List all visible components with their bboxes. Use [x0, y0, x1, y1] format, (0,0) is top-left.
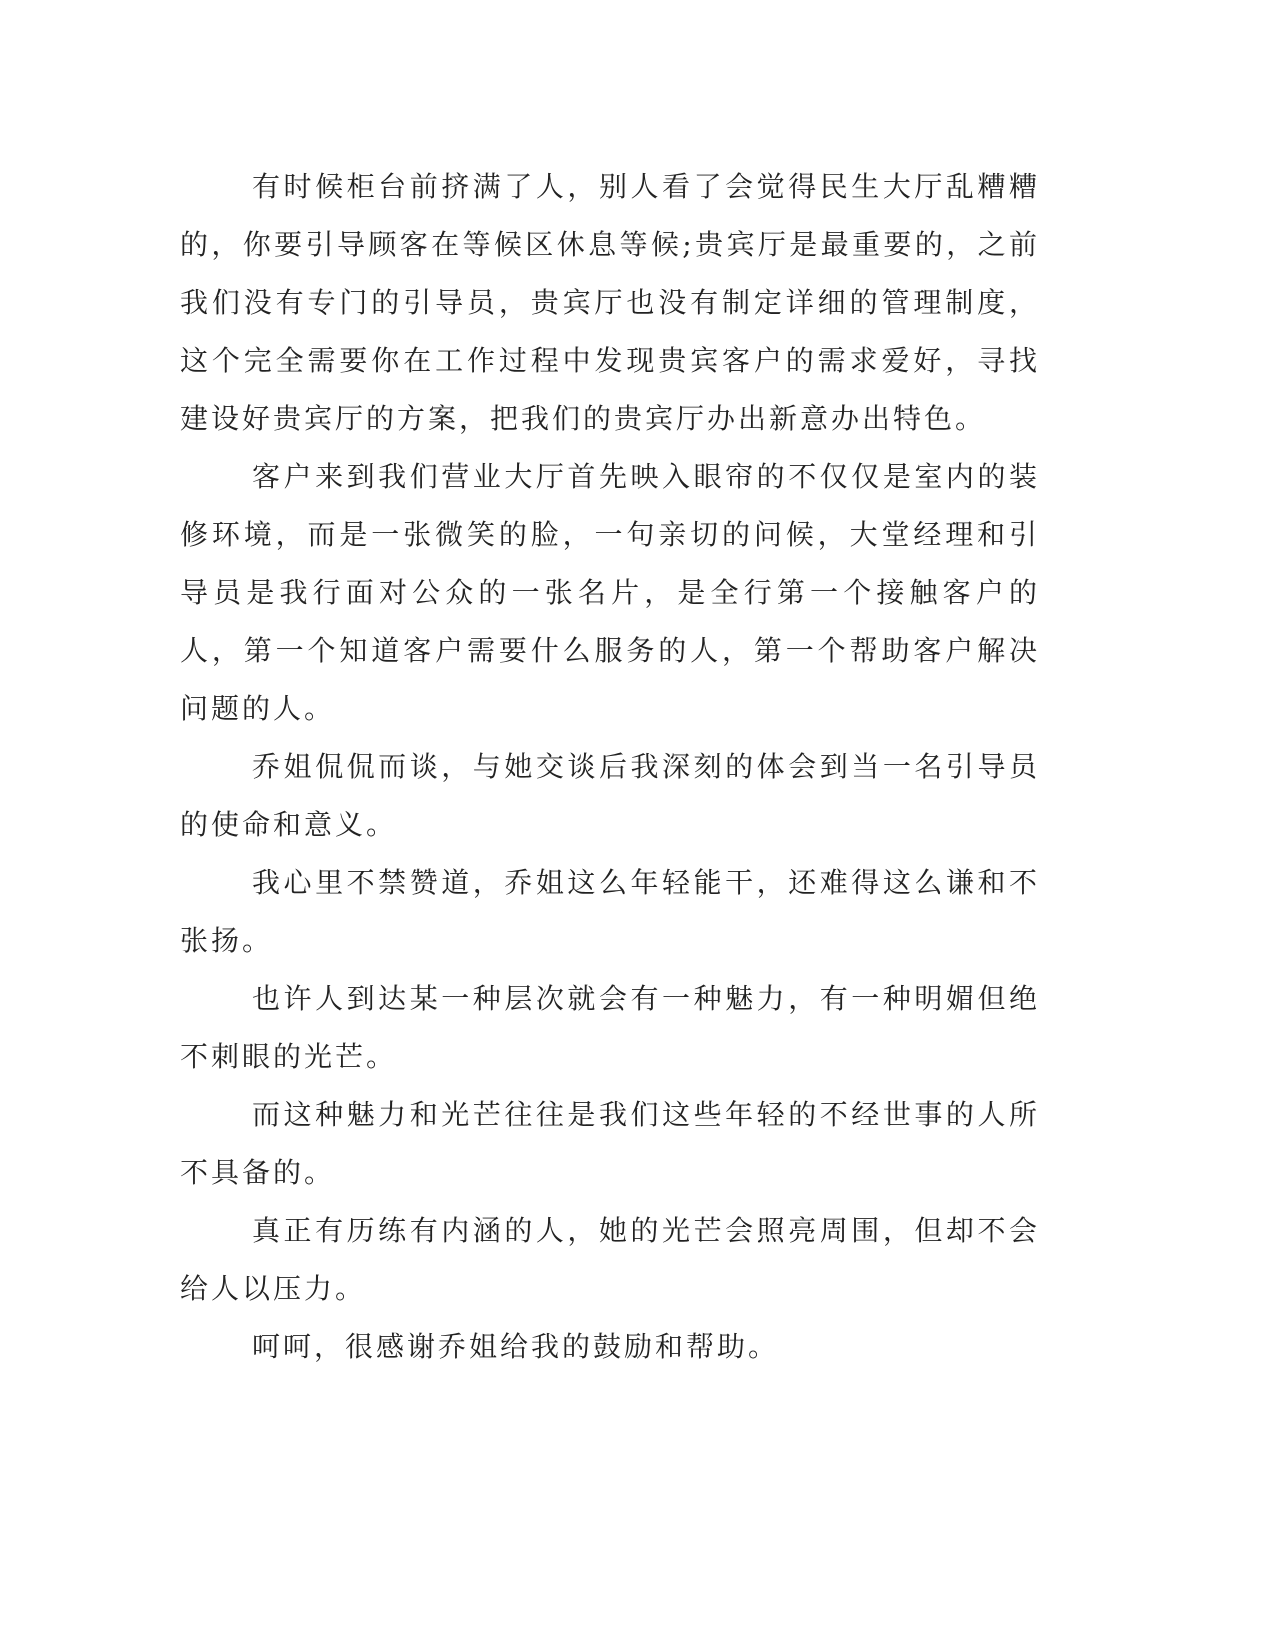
paragraph-7: 真正有历练有内涵的人，她的光芒会照亮周围，但却不会给人以压力。	[180, 1214, 1040, 1305]
paragraph-6: 而这种魅力和光芒往往是我们这些年轻的不经世事的人所不具备的。	[180, 1098, 1040, 1189]
paragraph-4: 我心里不禁赞道，乔姐这么年轻能干，还难得这么谦和不张扬。	[180, 866, 1040, 957]
paragraph-5: 也许人到达某一种层次就会有一种魅力，有一种明媚但绝不刺眼的光芒。	[180, 982, 1040, 1073]
document-body	[180, 158, 1040, 1376]
paragraph-1: 有时候柜台前挤满了人，别人看了会觉得民生大厅乱糟糟的，你要引导顾客在等候区休息等候;贵宾厅是最重要的，之前我们没有专门的引导员，贵宾厅也没有制定详细的管理制度，这个完全需要你在工作过程中发现贵宾客户的需求爱好，寻找建设好贵宾厅的方案，把我们的贵宾厅办出新意办出特色。	[180, 170, 1040, 435]
paragraph-2: 客户来到我们营业大厅首先映入眼帘的不仅仅是室内的装修环境，而是一张微笑的脸，一句亲切的问候，大堂经理和引导员是我行面对公众的一张名片，是全行第一个接触客户的人，第一个知道客户需要什么服务的人，第一个帮助客户解决问题的人。	[180, 460, 1040, 725]
paragraph-8: 呵呵，很感谢乔姐给我的鼓励和帮助。	[252, 1330, 780, 1363]
paragraph-3: 乔姐侃侃而谈，与她交谈后我深刻的体会到当一名引导员的使命和意义。	[180, 750, 1040, 841]
